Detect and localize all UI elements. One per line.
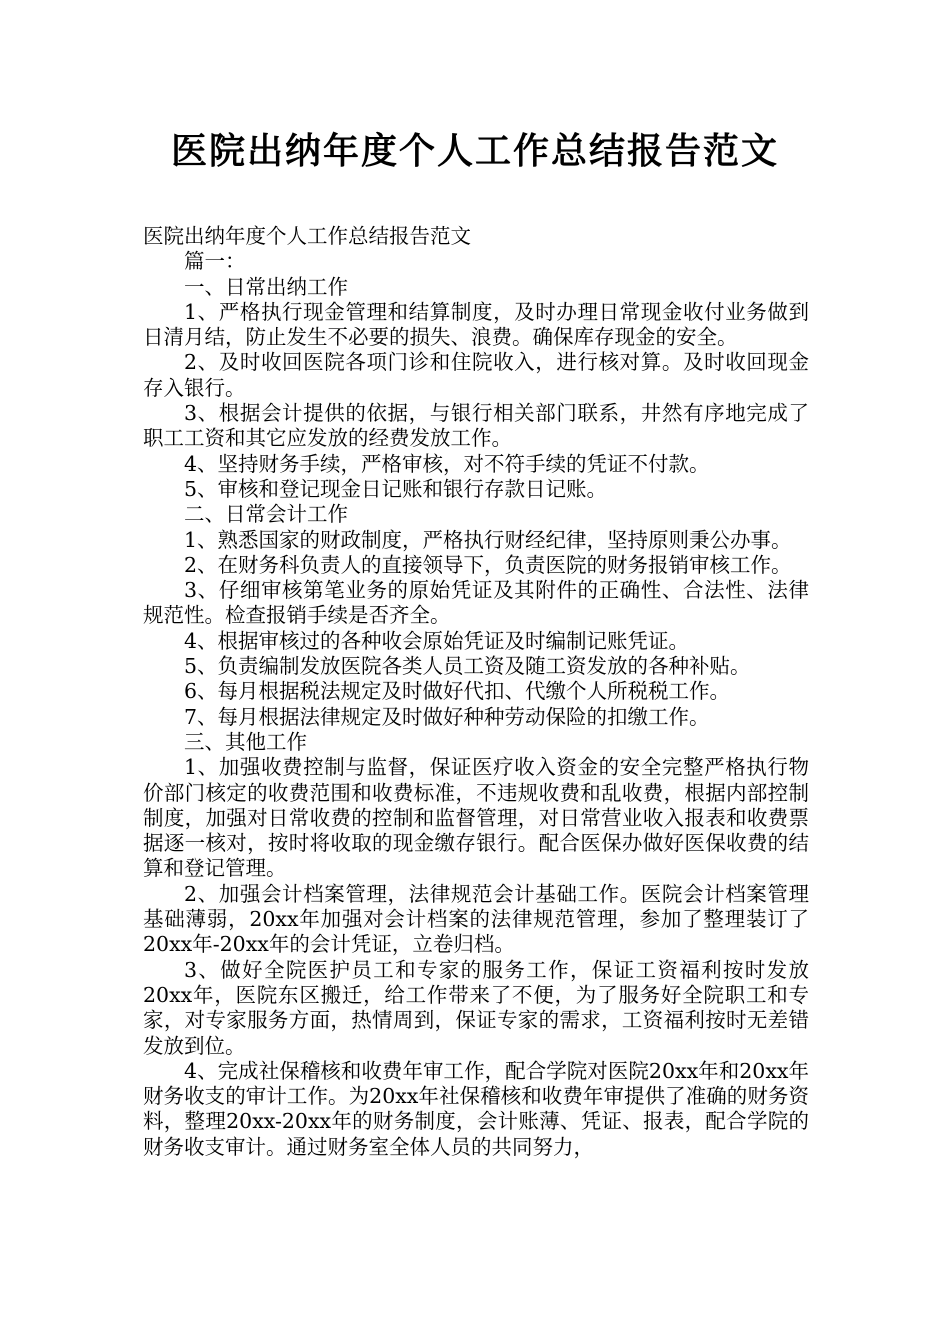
paragraph: 4、根据审核过的各种收会原始凭证及时编制记账凭证。	[184, 628, 690, 653]
document-title: 医院出纳年度个人工作总结报告范文	[170, 131, 779, 172]
paragraph: 1、严格执行现金管理和结算制度，及时办理日常现金收付业务做到日清月结，防止发生不必要的损失、浪费。确保库存现金的安全。	[143, 299, 809, 350]
paragraph: 1、加强收费控制与监督，保证医疗收入资金的安全完整严格执行物价部门核定的收费范围和收费标准，不违规收费和乱收费，根据内部控制制度，加强对日常收费的控制和监督管理，对日常营业收入报表和收费票据逐一核对，按时将收取的现金缴存银行。配合医保办做好医保收费的结算和登记管理。	[143, 755, 809, 881]
paragraph: 4、坚持财务手续，严格审核，对不符手续的凭证不付款。	[184, 451, 710, 476]
paragraph: 5、审核和登记现金日记账和银行存款日记账。	[184, 476, 608, 501]
heading-other-work: 三、其他工作	[184, 729, 307, 754]
paragraph: 3、做好全院医护员工和专家的服务工作，保证工资福利按时发放20xx年，医院东区搬迁，给工作带来了不便，为了服务好全院职工和专家，对专家服务方面，热情周到，保证专家的需求，工资福利按时无差错发放到位。	[143, 957, 809, 1058]
document-body	[143, 224, 809, 1160]
paragraph-subtitle: 医院出纳年度个人工作总结报告范文	[143, 224, 471, 248]
paragraph: 1、熟悉国家的财政制度，严格执行财经纪律，坚持原则秉公办事。	[184, 527, 792, 552]
heading-daily-accounting-work: 二、日常会计工作	[184, 502, 348, 527]
paragraph: 3、根据会计提供的依据，与银行相关部门联系，井然有序地完成了职工工资和其它应发放的经费发放工作。	[143, 401, 809, 451]
paragraph: 7、每月根据法律规定及时做好种种劳动保险的扣缴工作。	[184, 704, 710, 729]
paragraph-section-label: 篇一：	[184, 249, 246, 274]
paragraph: 4、完成社保稽核和收费年审工作，配合学院对医院20xx年和20xx年财务收支的审计工作。为20xx年社保稽核和收费年审提供了准确的财务资料，整理20xx-20xx年的财务制度，会计账薄、凭证、报表，配合学院的财务收支审计。通过财务室全体人员的共同努力，	[143, 1058, 809, 1159]
heading-daily-cashier-work: 一、日常出纳工作	[184, 274, 348, 299]
paragraph: 2、及时收回医院各项门诊和住院收入，进行核对算。及时收回现金存入银行。	[143, 350, 809, 400]
paragraph: 6、每月根据税法规定及时做好代扣、代缴个人所税税工作。	[184, 679, 731, 704]
paragraph: 2、在财务科负责人的直接领导下，负责医院的财务报销审核工作。	[184, 552, 792, 577]
paragraph: 3、仔细审核第笔业务的原始凭证及其附件的正确性、合法性、法律规范性。检查报销手续是否齐全。	[143, 578, 809, 628]
paragraph: 2、加强会计档案管理，法律规范会计基础工作。医院会计档案管理基础薄弱，20xx年加强对会计档案的法律规范管理，参加了整理装订了20xx年-20xx年的会计凭证，立卷归档。	[143, 881, 809, 957]
paragraph: 5、负责编制发放医院各类人员工资及随工资发放的各种补贴。	[184, 654, 751, 679]
